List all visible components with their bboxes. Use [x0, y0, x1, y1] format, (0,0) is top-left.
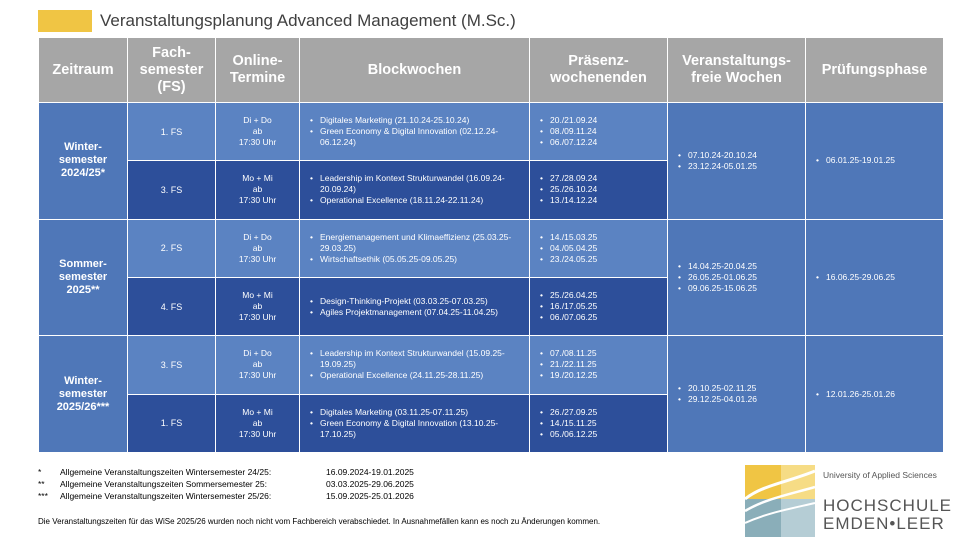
blockwochen-cell: • Energiemanagement und Klimaeffizienz (25.03.25-29.03.25) • Wirtschaftsethik (05.05.25-09.05.25) — [300, 219, 530, 277]
fachsemester-cell: 3. FS — [128, 161, 216, 219]
table-row — [39, 219, 944, 277]
header-blockwochen: Blockwochen — [300, 38, 530, 103]
free-weeks-cell: • 14.04.25-20.04.25 • 26.05.25-01.06.25 • 09.06.25-15.06.25 — [668, 219, 806, 336]
table-row — [39, 336, 944, 394]
fachsemester-cell: 3. FS — [128, 336, 216, 394]
semester-label: Sommer- semester 2025** — [39, 219, 128, 336]
footnote-mark: ** — [38, 479, 45, 489]
logo-name-line1: HOCHSCHULE — [823, 496, 953, 515]
online-cell: Mo + Mi ab 17:30 Uhr — [216, 394, 300, 452]
header-veranstaltungsfreie-wochen: Veranstaltungs- freie Wochen — [668, 38, 806, 103]
praesenz-cell: • 27./28.09.24 • 25./26.10.24 • 13./14.12.24 — [530, 161, 668, 219]
online-cell: Di + Do ab 17:30 Uhr — [216, 336, 300, 394]
header-praesenzwochenenden: Präsenz- wochenenden — [530, 38, 668, 103]
free-weeks-cell: • 20.10.25-02.11.25 • 29.12.25-04.01.26 — [668, 336, 806, 453]
exam-phase-cell: • 12.01.26-25.01.26 — [806, 336, 944, 453]
semester-label: Winter- semester 2024/25* — [39, 103, 128, 220]
university-logo — [745, 465, 960, 540]
free-weeks-cell: • 07.10.24-20.10.24 • 23.12.24-05.01.25 — [668, 103, 806, 220]
page-title: Veranstaltungsplanung Advanced Management (M.Sc.) — [100, 11, 516, 30]
exam-phase-cell: • 16.06.25-29.06.25 — [806, 219, 944, 336]
header-online-termine: Online- Termine — [216, 38, 300, 103]
blockwochen-cell: • Digitales Marketing (03.11.25-07.11.25) • Green Economy & Digital Innovation (13.10.25-17.10.25) — [300, 394, 530, 452]
title-accent-bar — [38, 10, 92, 32]
header-pruefungsphase: Prüfungsphase — [806, 38, 944, 103]
logo-tagline: University of Applied Sciences — [823, 470, 937, 480]
footnote-mark: *** — [38, 491, 48, 501]
footnote — [38, 466, 446, 478]
footnote — [38, 490, 446, 502]
fachsemester-cell: 4. FS — [128, 277, 216, 335]
fachsemester-cell: 1. FS — [128, 103, 216, 161]
blockwochen-cell: • Design-Thinking-Projekt (03.03.25-07.03.25) • Agiles Projektmanagement (07.04.25-11.04.25) — [300, 277, 530, 335]
online-cell: Mo + Mi ab 17:30 Uhr — [216, 161, 300, 219]
disclaimer-text: Die Veranstaltungszeiten für das WiSe 2025/26 wurden noch nicht vom Fachbereich verabschiedet. In Ausnahmefällen kann es noch zu Änderungen kommen. — [38, 517, 601, 526]
footnote-range: 15.09.2025-25.01.2026 — [326, 491, 414, 501]
footnote-text: Allgemeine Veranstaltungszeiten Wintersemester 24/25: — [60, 467, 272, 477]
header-fachsemester: Fach- semester (FS) — [128, 38, 216, 103]
schedule-table — [38, 37, 944, 453]
praesenz-cell: • 26./27.09.25 • 14./15.11.25 • 05./06.12.25 — [530, 394, 668, 452]
header-zeitraum: Zeitraum — [39, 38, 128, 103]
logo-name-line2: EMDEN•LEER — [823, 514, 945, 533]
exam-phase-cell: • 06.01.25-19.01.25 — [806, 103, 944, 220]
footnote-mark: * — [38, 467, 42, 477]
praesenz-cell: • 25./26.04.25 • 16./17.05.25 • 06./07.06.25 — [530, 277, 668, 335]
footnote-text: Allgemeine Veranstaltungszeiten Sommersemester 25: — [60, 479, 267, 489]
semester-label: Winter- semester 2025/26*** — [39, 336, 128, 453]
online-cell: Di + Do ab 17:30 Uhr — [216, 103, 300, 161]
praesenz-cell: • 07./08.11.25 • 21./22.11.25 • 19./20.12.25 — [530, 336, 668, 394]
header-row — [39, 38, 944, 103]
online-cell: Di + Do ab 17:30 Uhr — [216, 219, 300, 277]
table-row — [39, 103, 944, 161]
footnotes — [38, 466, 446, 502]
logo-mark-icon — [745, 465, 817, 540]
fachsemester-cell: 2. FS — [128, 219, 216, 277]
online-cell: Mo + Mi ab 17:30 Uhr — [216, 277, 300, 335]
blockwochen-cell: • Leadership im Kontext Strukturwandel (15.09.25-19.09.25) • Operational Excellence (24.11.25-28.11.25) — [300, 336, 530, 394]
footnote-text: Allgemeine Veranstaltungszeiten Wintersemester 25/26: — [60, 491, 272, 501]
praesenz-cell: • 14./15.03.25 • 04./05.04.25 • 23./24.05.25 — [530, 219, 668, 277]
footnote-range: 16.09.2024-19.01.2025 — [326, 467, 414, 477]
blockwochen-cell: • Leadership im Kontext Strukturwandel (16.09.24-20.09.24) • Operational Excellence (18.11.24-22.11.24) — [300, 161, 530, 219]
praesenz-cell: • 20./21.09.24 • 08./09.11.24 • 06./07.12.24 — [530, 103, 668, 161]
footnote-range: 03.03.2025-29.06.2025 — [326, 479, 414, 489]
fachsemester-cell: 1. FS — [128, 394, 216, 452]
footnote — [38, 478, 446, 490]
blockwochen-cell: • Digitales Marketing (21.10.24-25.10.24) • Green Economy & Digital Innovation (02.12.24-06.12.24) — [300, 103, 530, 161]
